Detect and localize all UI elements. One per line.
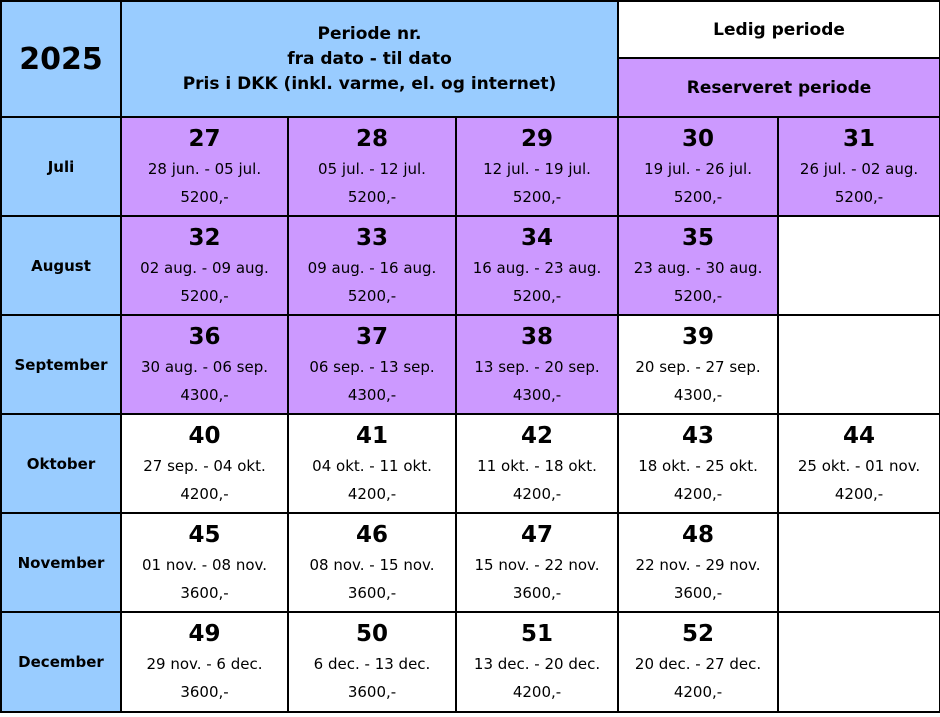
header-line-period: Periode nr. <box>317 23 422 44</box>
week-number: 27 <box>188 125 221 152</box>
week-number: 45 <box>188 521 221 548</box>
week-cell-free <box>456 414 618 513</box>
date-range: 05 jul. - 12 jul. <box>318 159 426 178</box>
header-line-dates: fra dato - til dato <box>287 48 452 69</box>
week-number: 30 <box>682 125 715 152</box>
date-range: 25 okt. - 01 nov. <box>797 456 921 475</box>
week-cell-free <box>456 513 618 612</box>
week-number: 36 <box>188 323 221 350</box>
week-cell-free <box>288 414 456 513</box>
week-number: 35 <box>682 224 715 251</box>
price: 5200,- <box>512 187 562 206</box>
price: 3600,- <box>673 583 723 602</box>
month-label: August <box>1 216 121 315</box>
week-cell-reserved <box>456 216 618 315</box>
price: 5200,- <box>180 187 229 206</box>
week-cell-reserved <box>288 315 456 414</box>
week-cell-reserved <box>121 315 288 414</box>
week-number: 40 <box>188 422 221 449</box>
week-number: 49 <box>188 621 221 647</box>
week-number: 39 <box>682 323 715 350</box>
price: 4300,- <box>347 385 397 404</box>
price: 3600,- <box>180 583 229 602</box>
price: 5200,- <box>673 286 723 305</box>
week-cell-reserved <box>121 117 288 216</box>
week-cell-free <box>778 216 940 315</box>
week-cell-reserved <box>121 216 288 315</box>
date-range: 16 aug. - 23 aug. <box>472 258 602 277</box>
price: 4300,- <box>673 385 723 404</box>
date-range: 19 jul. - 26 jul. <box>644 159 752 178</box>
week-cell-reserved <box>778 117 940 216</box>
price: 4200,- <box>347 484 397 503</box>
month-label: Oktober <box>1 414 121 513</box>
month-row <box>1 414 940 513</box>
price: 5200,- <box>347 187 397 206</box>
date-range: 20 sep. - 27 sep. <box>635 357 761 376</box>
week-number: 29 <box>521 125 554 152</box>
price: 4200,- <box>673 484 723 503</box>
week-cell-reserved <box>618 117 778 216</box>
month-row <box>1 315 940 414</box>
month-label: December <box>1 612 121 712</box>
date-range: 26 jul. - 02 aug. <box>799 159 919 178</box>
date-range: 01 nov. - 08 nov. <box>142 555 267 574</box>
week-cell-free <box>456 612 618 712</box>
week-number: 38 <box>521 323 554 350</box>
date-range: 08 nov. - 15 nov. <box>309 555 435 574</box>
week-number: 34 <box>521 224 554 251</box>
week-cell-reserved <box>618 216 778 315</box>
price: 3600,- <box>347 683 397 701</box>
week-cell-free <box>618 513 778 612</box>
week-cell-reserved <box>288 216 456 315</box>
date-range: 30 aug. - 06 sep. <box>141 357 268 376</box>
price: 4300,- <box>512 385 562 404</box>
year-cell: 2025 <box>1 1 121 117</box>
week-cell-reserved <box>288 117 456 216</box>
price: 4200,- <box>512 484 562 503</box>
week-number: 46 <box>355 521 388 548</box>
month-label: Juli <box>1 117 121 216</box>
price: 3600,- <box>347 583 397 602</box>
price: 5200,- <box>180 286 229 305</box>
week-number: 37 <box>355 323 388 350</box>
week-cell-free <box>288 513 456 612</box>
week-number: 44 <box>843 422 876 449</box>
week-cell-free <box>618 414 778 513</box>
price: 5200,- <box>512 286 562 305</box>
date-range: 6 dec. - 13 dec. <box>313 655 431 673</box>
price: 4300,- <box>180 385 229 404</box>
week-cell-free <box>778 513 940 612</box>
week-cell-reserved <box>456 315 618 414</box>
week-number: 43 <box>682 422 715 449</box>
header-description <box>121 1 618 117</box>
date-range: 13 dec. - 20 dec. <box>473 655 601 673</box>
price: 5200,- <box>673 187 723 206</box>
week-number: 47 <box>521 521 554 548</box>
week-number: 50 <box>355 621 388 647</box>
week-number: 51 <box>521 621 554 647</box>
header-line-price: Pris i DKK (inkl. varme, el. og internet) <box>182 73 557 94</box>
week-number: 28 <box>355 125 388 152</box>
week-cell-free <box>121 513 288 612</box>
price: 4200,- <box>673 683 723 701</box>
date-range: 06 sep. - 13 sep. <box>309 357 435 376</box>
week-number: 32 <box>188 224 221 251</box>
date-range: 28 jun. - 05 jul. <box>147 159 262 178</box>
week-number: 41 <box>355 422 388 449</box>
date-range: 29 nov. - 6 dec. <box>146 655 263 673</box>
price: 4200,- <box>512 683 562 701</box>
price: 5200,- <box>347 286 397 305</box>
date-range: 15 nov. - 22 nov. <box>474 555 600 574</box>
date-range: 04 okt. - 11 okt. <box>312 456 432 475</box>
date-range: 13 sep. - 20 sep. <box>474 357 600 376</box>
legend-free: Ledig periode <box>618 1 940 58</box>
month-label: September <box>1 315 121 414</box>
week-cell-free <box>618 612 778 712</box>
week-number: 48 <box>682 521 715 548</box>
price: 4200,- <box>180 484 229 503</box>
price: 5200,- <box>834 187 884 206</box>
week-number: 42 <box>521 422 554 449</box>
date-range: 23 aug. - 30 aug. <box>633 258 763 277</box>
date-range: 02 aug. - 09 aug. <box>140 258 269 277</box>
legend-reserved: Reserveret periode <box>618 58 940 117</box>
week-cell-free <box>121 612 288 712</box>
date-range: 09 aug. - 16 aug. <box>307 258 437 277</box>
week-number: 52 <box>682 621 715 647</box>
week-cell-reserved <box>456 117 618 216</box>
week-cell-free <box>778 315 940 414</box>
week-cell-free <box>288 612 456 712</box>
date-range: 27 sep. - 04 okt. <box>143 456 266 475</box>
price: 3600,- <box>180 683 229 701</box>
month-row <box>1 216 940 315</box>
week-cell-free <box>778 612 940 712</box>
month-row <box>1 117 940 216</box>
date-range: 18 okt. - 25 okt. <box>638 456 758 475</box>
month-row <box>1 612 940 712</box>
month-label: November <box>1 513 121 612</box>
price: 3600,- <box>512 583 562 602</box>
week-cell-free <box>618 315 778 414</box>
date-range: 12 jul. - 19 jul. <box>483 159 591 178</box>
week-number: 33 <box>355 224 388 251</box>
price: 4200,- <box>834 484 884 503</box>
week-cell-free <box>121 414 288 513</box>
week-number: 31 <box>843 125 876 152</box>
date-range: 20 dec. - 27 dec. <box>634 655 762 673</box>
week-cell-free <box>778 414 940 513</box>
date-range: 11 okt. - 18 okt. <box>477 456 597 475</box>
month-row <box>1 513 940 612</box>
date-range: 22 nov. - 29 nov. <box>635 555 761 574</box>
